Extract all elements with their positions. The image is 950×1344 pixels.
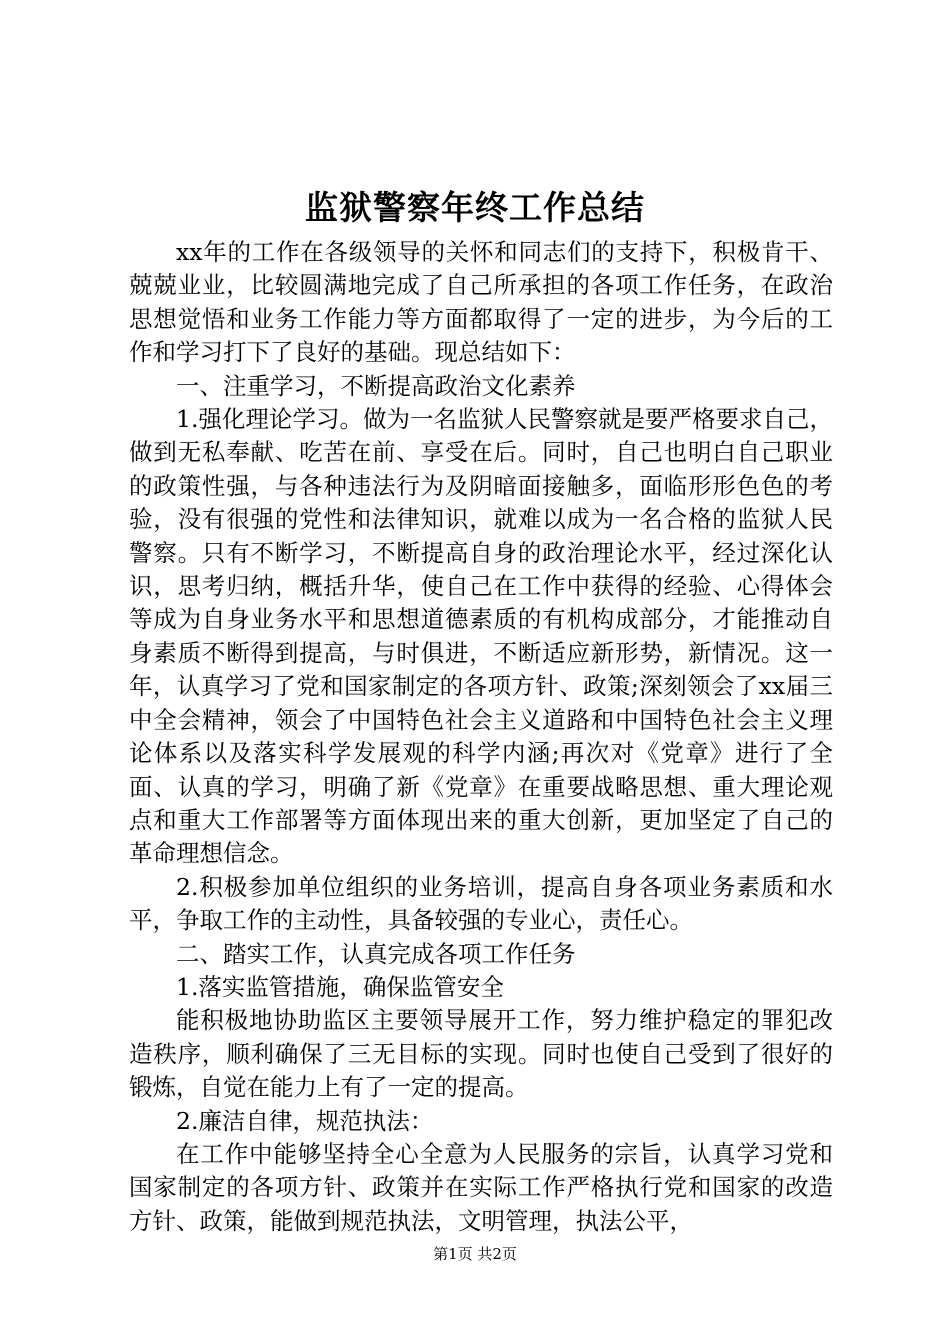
subheading-supervision: 1.落实监管措施，确保监管安全 [176, 972, 504, 1001]
paragraph-theory-study: 1.强化理论学习。做为一名监狱人民警察就是要严格要求自己，做到无私奉献、吃苦在前、享受在后。同时，自己也明白自己职业的政策性强，与各种违法行为及阴暗面接触多，面临形形色色的考验，没有很强的党性和法律知识，就难以成为一名合格的监狱人民警察。只有不断学习，不断提高自身的政治理论水平，经过深化认识，思考归纳，概括升华，使自己在工作中获得的经验、心得体会等成为自身业务水平和思想道德素质的有机构成部分，才能推动自身素质不断得到提高，与时俱进，不断适应新形势，新情况。这一年，认真学习了党和国家制定的各项方针、政策;深刻领会了xx届三中全会精神，领会了中国特色社会主义道路和中国特色社会主义理论体系以及落实科学发展观的科学内涵;再次对《党章》进行了全面、认真的学习，明确了新《党章》在重要战略思想、重大理论观点和重大工作部署等方面体现出来的重大创新，更加坚定了自己的革命理想信念。 [129, 405, 833, 868]
paragraph-intro: xx年的工作在各级领导的关怀和同志们的支持下，积极肯干、兢兢业业，比较圆满地完成了自己所承担的各项工作任务，在政治思想觉悟和业务工作能力等方面都取得了一定的进步，为今后的工作和学习打下了良好的基础。现总结如下： [129, 238, 833, 367]
document-body [129, 236, 833, 1238]
paragraph-supervision: 能积极地协助监区主要领导展开工作，努力维护稳定的罪犯改造秩序，顺利确保了三无目标的实现。同时也使自己受到了很好的锻炼，自觉在能力上有了一定的提高。 [129, 1006, 833, 1102]
page-footer: 第1页 共2页 [433, 1245, 517, 1263]
page-title: 监狱警察年终工作总结 [305, 188, 645, 227]
subheading-integrity: 2.廉洁自律，规范执法： [176, 1106, 434, 1135]
paragraph-integrity: 在工作中能够坚持全心全意为人民服务的宗旨，认真学习党和国家制定的各项方针、政策并在实际工作严格执行党和国家的改造方针、政策，能做到规范执法，文明管理，执法公平， [129, 1139, 833, 1235]
heading-section-1: 一、注重学习，不断提高政治文化素养 [176, 371, 576, 400]
paragraph-training: 2.积极参加单位组织的业务培训，提高自身各项业务素质和水平，争取工作的主动性，具备较强的专业心，责任心。 [129, 872, 833, 935]
heading-section-2: 二、踏实工作，认真完成各项工作任务 [176, 939, 576, 968]
